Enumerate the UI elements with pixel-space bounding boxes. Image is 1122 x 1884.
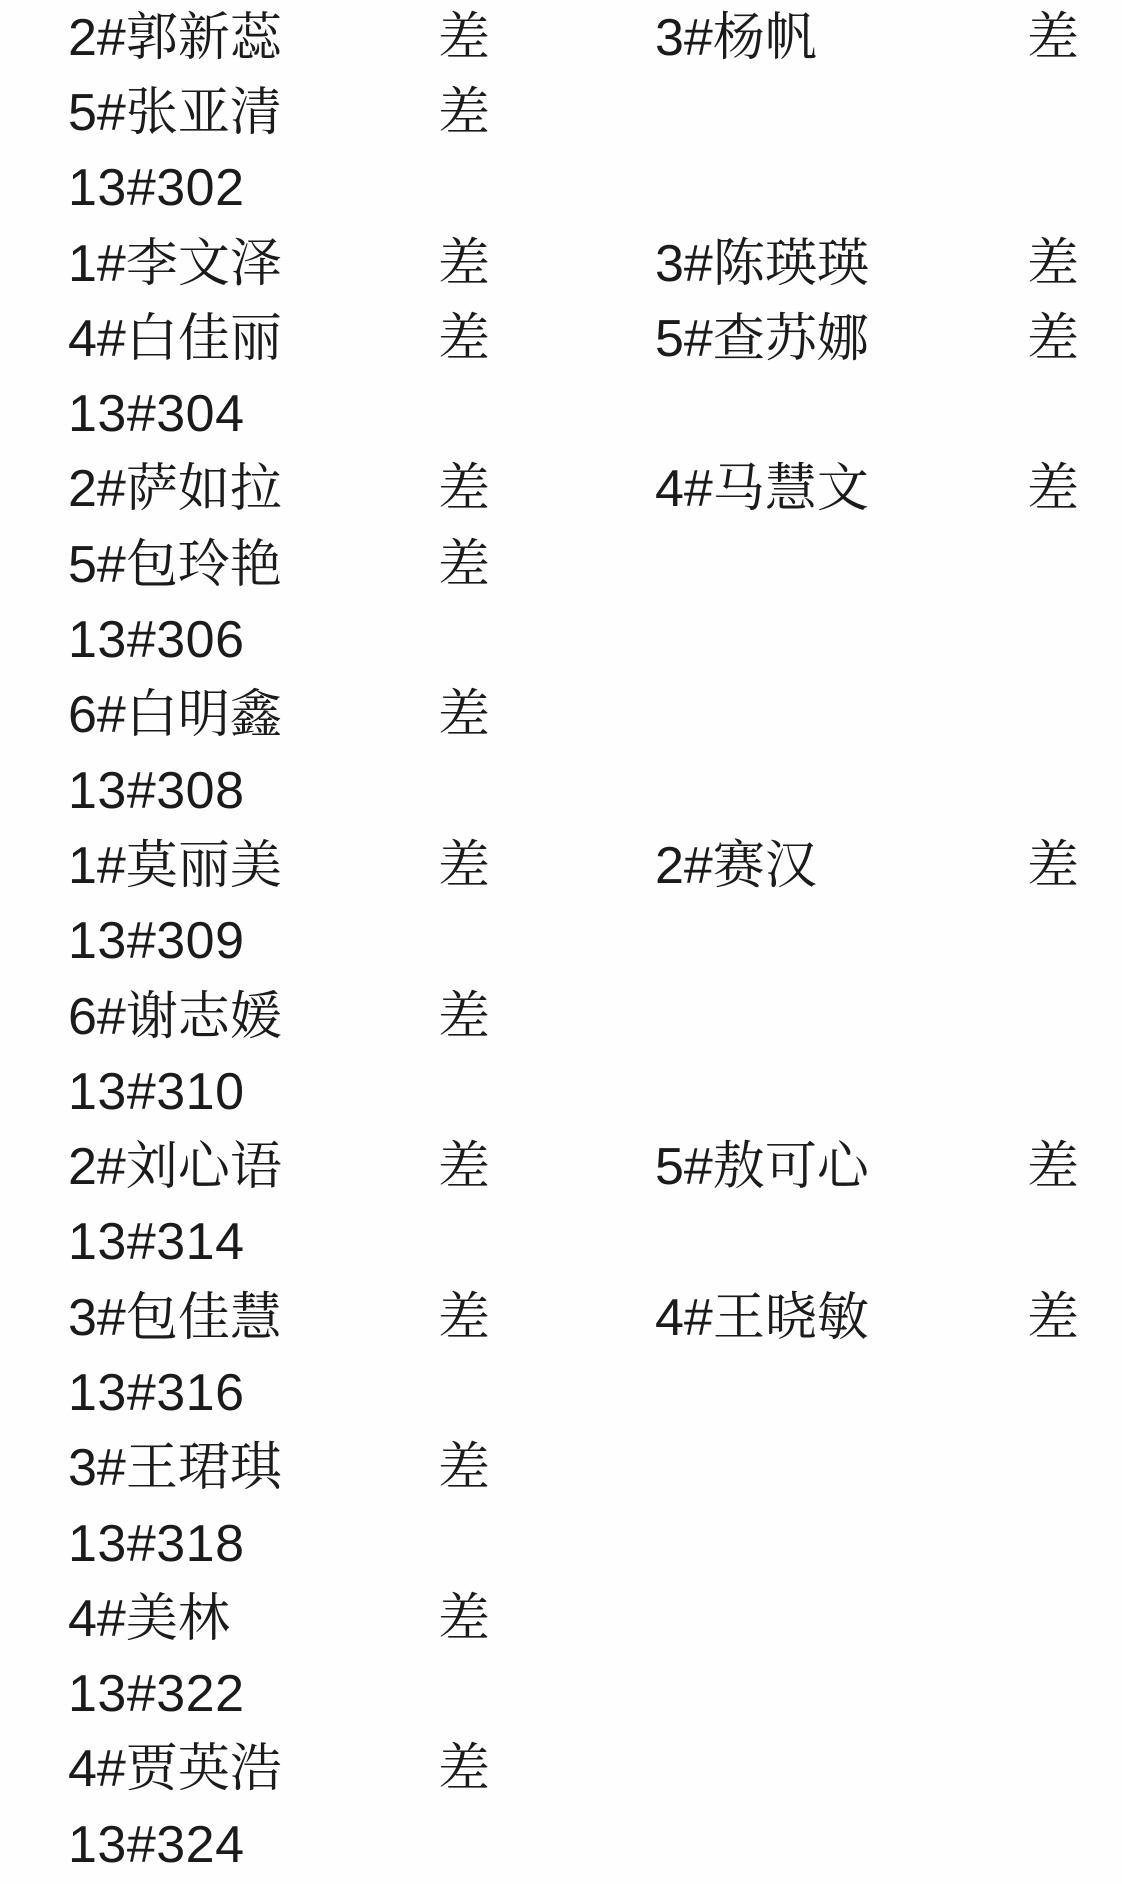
table-row [0, 828, 1122, 903]
occupant-name: 3#陈瑛瑛 [655, 234, 869, 293]
table-row [0, 0, 1122, 75]
rating-value: 差 [438, 1740, 491, 1799]
occupant-name: 2#萨如拉 [68, 460, 282, 519]
table-row [0, 1581, 1122, 1656]
table-row [0, 301, 1122, 376]
entry-cell [0, 1280, 1122, 1355]
entry-cell [0, 1732, 1122, 1807]
rating-value: 差 [438, 83, 491, 142]
table-row [0, 1054, 1122, 1129]
room-number: 13#316 [68, 1363, 245, 1422]
occupant-name: 2#刘心语 [68, 1138, 282, 1197]
rating-value: 差 [1027, 836, 1080, 895]
rating-value: 差 [1027, 309, 1080, 368]
occupant-name: 1#莫丽美 [68, 836, 282, 895]
table-row [0, 678, 1122, 753]
occupant-name: 2#郭新蕊 [68, 8, 282, 67]
occupant-name: 1#李文泽 [68, 234, 282, 293]
entry-cell [0, 1129, 1122, 1204]
rating-value: 差 [438, 8, 491, 67]
room-number: 13#322 [68, 1665, 245, 1724]
entry-cell [0, 226, 1122, 301]
occupant-name: 5#张亚清 [68, 83, 282, 142]
table-row [0, 75, 1122, 150]
table-row [0, 1732, 1122, 1807]
occupant-name: 5#查苏娜 [655, 309, 869, 368]
room-number: 13#308 [68, 761, 245, 820]
entry-cell [0, 452, 1122, 527]
entry-cell [0, 979, 1122, 1054]
rating-value: 差 [1027, 8, 1080, 67]
entry-cell [0, 0, 1122, 75]
table-row [0, 1129, 1122, 1204]
occupant-name: 4#美林 [68, 1589, 230, 1648]
rating-value: 差 [438, 1138, 491, 1197]
rating-value: 差 [438, 987, 491, 1046]
occupant-name: 4#马慧文 [655, 460, 869, 519]
room-number: 13#306 [68, 611, 245, 670]
room-number: 13#314 [68, 1213, 245, 1272]
rating-value: 差 [438, 1288, 491, 1347]
table-row [0, 226, 1122, 301]
occupant-name: 4#贾英浩 [68, 1740, 282, 1799]
occupant-name: 2#赛汉 [655, 836, 817, 895]
occupant-name: 4#王晓敏 [655, 1288, 869, 1347]
rating-value: 差 [1027, 460, 1080, 519]
rating-value: 差 [1027, 234, 1080, 293]
rating-value: 差 [438, 460, 491, 519]
entry-cell [0, 75, 1122, 150]
table-row [0, 1280, 1122, 1355]
table-row [0, 452, 1122, 527]
table-row [0, 1807, 1122, 1882]
table-row [0, 1657, 1122, 1732]
table-row [0, 151, 1122, 226]
table-row [0, 527, 1122, 602]
rating-value: 差 [438, 535, 491, 594]
room-number: 13#310 [68, 1062, 245, 1121]
table-row [0, 1506, 1122, 1581]
occupant-name: 3#杨帆 [655, 8, 817, 67]
entry-cell [0, 678, 1122, 753]
entry-cell [0, 527, 1122, 602]
occupant-name: 3#王珺琪 [68, 1439, 282, 1498]
room-number: 13#324 [68, 1815, 245, 1874]
rating-value: 差 [1027, 1138, 1080, 1197]
entry-cell [0, 828, 1122, 903]
table-row [0, 376, 1122, 451]
table-row [0, 1431, 1122, 1506]
table-row [0, 904, 1122, 979]
rating-value: 差 [438, 1589, 491, 1648]
room-number: 13#302 [68, 159, 245, 218]
rating-value: 差 [438, 234, 491, 293]
room-number: 13#318 [68, 1514, 245, 1573]
rating-value: 差 [438, 836, 491, 895]
rating-value: 差 [438, 309, 491, 368]
rating-value: 差 [438, 686, 491, 745]
room-number: 13#304 [68, 385, 245, 444]
occupant-name: 4#白佳丽 [68, 309, 282, 368]
table-row [0, 979, 1122, 1054]
entry-cell [0, 1581, 1122, 1656]
entry-cell [0, 1431, 1122, 1506]
rating-value: 差 [1027, 1288, 1080, 1347]
occupant-name: 6#白明鑫 [68, 686, 282, 745]
table-row [0, 1205, 1122, 1280]
occupant-name: 5#包玲艳 [68, 535, 282, 594]
occupant-name: 5#敖可心 [655, 1138, 869, 1197]
table-row [0, 1355, 1122, 1430]
occupant-name: 3#包佳慧 [68, 1288, 282, 1347]
room-number: 13#309 [68, 912, 245, 971]
table-row [0, 602, 1122, 677]
table-row [0, 753, 1122, 828]
entry-cell [0, 301, 1122, 376]
occupant-name: 6#谢志媛 [68, 987, 282, 1046]
rating-value: 差 [438, 1439, 491, 1498]
